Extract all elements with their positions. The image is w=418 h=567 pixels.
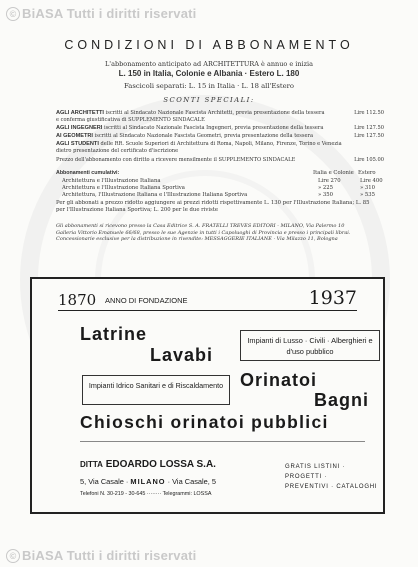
cumulative-price-abroad: » 535 bbox=[360, 192, 376, 198]
company-name: DITTA EDOARDO LOSSA S.A. bbox=[80, 459, 216, 470]
divider bbox=[80, 441, 365, 442]
cumulative-note: Per gli abbonati a prezzo ridotto aggiungere ai prezzi ridotti rispettivamente L. 130 per l'Illustrazione Italiana; L. 85 bbox=[56, 200, 370, 206]
col-italy: Italia e Colonie bbox=[313, 170, 354, 176]
page-title: CONDIZIONI DI ABBONAMENTO bbox=[64, 38, 354, 52]
cumulative-price-italy: Lire 270 bbox=[318, 178, 341, 184]
row-geometri: AI GEOMETRI iscritti al Sindacato Nazionale Fascista Geometri, previa presentazione della tessera Lire 127.50 bbox=[56, 133, 384, 139]
cumulative-item: Architettura e l'Illustrazione Italiana bbox=[62, 178, 161, 184]
ad-orinatoi: Orinatoi bbox=[240, 370, 318, 390]
free-offers: GRATIS LISTINI · PROGETTI · PREVENTIVI · CATALOGHI bbox=[285, 464, 378, 490]
year-current: 1937 bbox=[308, 287, 357, 309]
foundation-label: ANNO DI FONDAZIONE bbox=[105, 296, 188, 305]
row-supplement: Prezzo dell'abbonamento con diritto a ricevere mensilmente il SUPPLEMENTO SINDACALE Lire 105.00 bbox=[56, 157, 384, 163]
cumulative-heading: Abbonamenti cumulativi: bbox=[56, 170, 120, 176]
subscription-intro: L'abbonamento anticipato ad ARCHITETTURA è annuo e inizia bbox=[104, 60, 314, 68]
cumulative-price-italy: » 225 bbox=[318, 185, 334, 191]
box-hydro-installations: Impianti Idrico Sanitari e di Riscaldamento bbox=[82, 375, 230, 405]
subscription-price: L. 150 in Italia, Colonie e Albania · Estero L. 180 bbox=[118, 69, 300, 78]
row-studenti-2: dietro presentazione del certificato d'iscrizione bbox=[56, 148, 179, 154]
cumulative-note-2: per l'Illustrazione Italiana Sportiva; L. 200 per le due riviste bbox=[56, 207, 219, 213]
divider bbox=[58, 310, 357, 311]
company-phone: Telefoni N. 30-219 - 30-645 ········ Telegrammi: LOSSA bbox=[80, 491, 212, 497]
cumulative-price-abroad: Lire 400 bbox=[360, 178, 383, 184]
cumulative-price-italy: » 350 bbox=[318, 192, 334, 198]
row-ingegneri: AGLI INGEGNERI iscritti al Sindacato Nazionale Fascista Ingegneri, previa presentazione della tessera Lire 127.50 bbox=[56, 125, 384, 131]
watermark-bottom: © BiASA Tutti i diritti riservati bbox=[6, 548, 197, 563]
col-abroad: Estero bbox=[358, 170, 376, 176]
year-founded: 1870 bbox=[58, 291, 97, 309]
ad-bagni: Bagni bbox=[313, 390, 369, 410]
ad-latrine: Latrine bbox=[80, 324, 148, 344]
lossa-advertisement bbox=[30, 277, 385, 514]
cumulative-item: Architettura e l'Illustrazione Italiana Sportiva bbox=[62, 185, 185, 191]
ad-lavabi: Lavabi bbox=[150, 345, 214, 365]
row-architetti: AGLI ARCHITETTI iscritti al Sindacato Nazionale Fascista Architetti, previa presentazione della tessera Lire 112.50 bbox=[56, 110, 384, 116]
company-address: 5, Via Casale · MILANO · Via Casale, 5 bbox=[80, 477, 216, 486]
subscription-notes: Gli abbonamenti si ricevono presso la Casa Editrice S. A. FRATELLI TREVES EDITORI - MILANO, Via Palermo 10 Galleria Vittorio Emanuele 66/68, presso le sue Agenzie in tutti i Capoluoghi di Provincia e presso i principali librai. Concessionarie esclusive per la distribuzione in rivendite: MESSAGGERIE ITALIANE · Via Milazzo 11, Bologna bbox=[56, 223, 351, 243]
box-luxury-installations: Impianti di Lusso · Civili · Alberghieri e d'uso pubblico bbox=[240, 330, 380, 361]
cumulative-price-abroad: » 310 bbox=[360, 185, 376, 191]
cumulative-item: Architettura, l'Illustrazione Italiana e l'Illustrazione Italiana Sportiva bbox=[62, 192, 248, 198]
watermark-top: © BiASA Tutti i diritti riservati bbox=[6, 6, 197, 21]
special-discounts-heading: SCONTI SPECIALI: bbox=[163, 96, 255, 104]
ad-chioschi: Chioschi orinatoi pubblici bbox=[80, 412, 329, 432]
row-architetti-2: e conferma giustificativa di SUPPLEMENTO SINDACALE bbox=[56, 117, 205, 123]
row-studenti: AGLI STUDENTI delle RR. Scuole Superiori di Architettura di Roma, Napoli, Milano, Firenze, Torino e Venezia bbox=[56, 141, 342, 147]
single-issue-price: Fascicoli separati: L. 15 in Italia · L. 18 all'Estero bbox=[124, 82, 294, 90]
